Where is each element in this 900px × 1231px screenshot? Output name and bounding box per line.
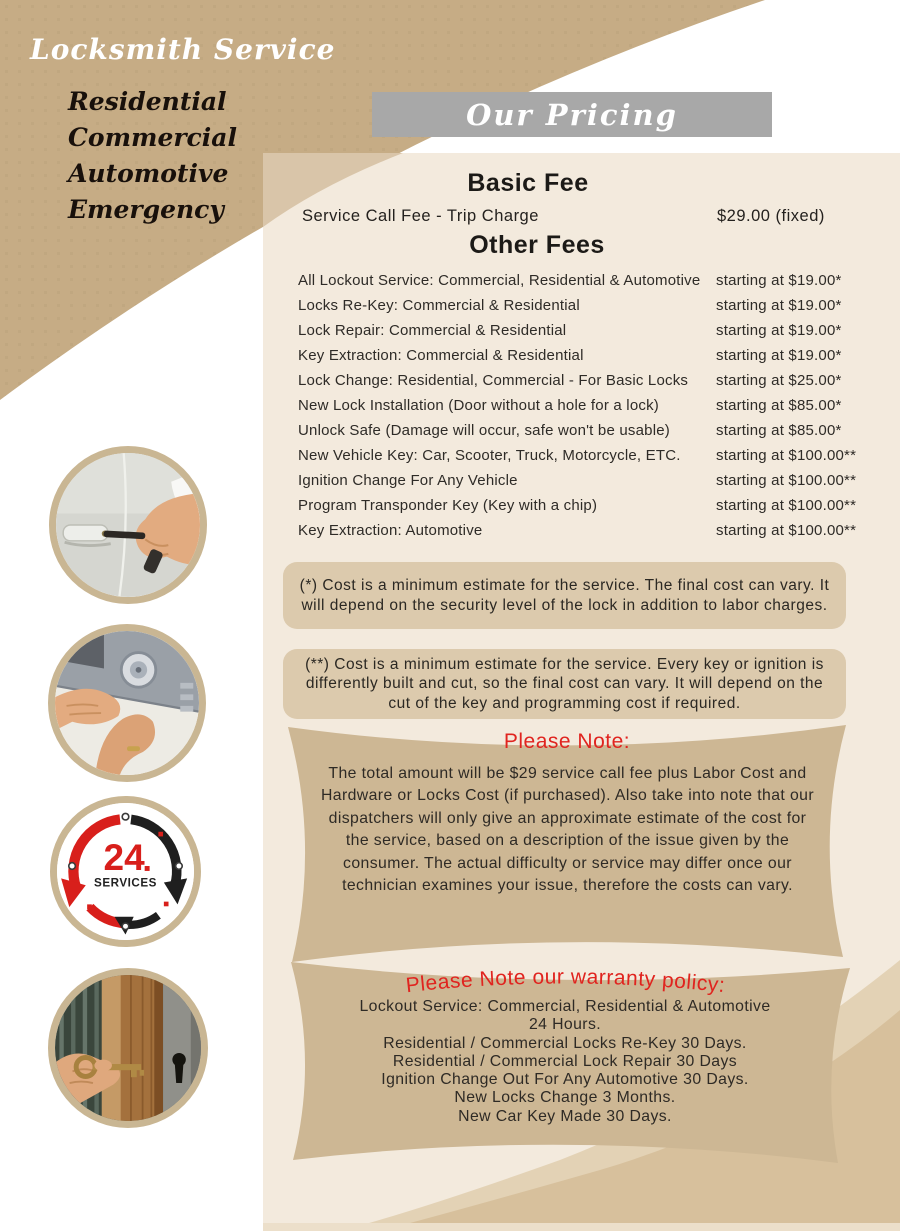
fee-row [263, 444, 900, 469]
service-residential: Residential [68, 87, 227, 116]
fee-price: starting at $100.00** [716, 497, 857, 514]
warranty-heading: Please Note our warranty policy: [404, 965, 727, 998]
warranty-line: Lockout Service: Commercial, Residential & Automotive [359, 998, 771, 1015]
24-hour-services-logo [50, 796, 201, 947]
safe-unlock-icon [55, 631, 199, 775]
fee-price: starting at $19.00* [716, 297, 842, 314]
warranty-line: Residential / Commercial Lock Repair 30 Days [392, 1052, 738, 1070]
fee-price: starting at $19.00* [716, 322, 842, 339]
fee-price: starting at $100.00** [716, 447, 857, 464]
warranty-line: 24 Hours. [528, 1016, 602, 1034]
fee-label: All Lockout Service: Commercial, Residential & Automotive [298, 272, 701, 289]
fee-row [263, 319, 900, 344]
warranty-line: Residential / Commercial Locks Re-Key 30 Days. [383, 1034, 747, 1052]
fee-row [263, 369, 900, 394]
basic-fee-heading: Basic Fee [467, 169, 589, 197]
fee-label: Key Extraction: Automotive [298, 522, 483, 539]
footnote-single-star: (*) Cost is a minimum estimate for the service. The final cost can vary. It will depend on the security level of the lock in addition to labor charges. [283, 562, 846, 629]
fee-label: Locks Re-Key: Commercial & Residential [298, 297, 580, 314]
please-note-heading: Please Note: [503, 730, 631, 753]
fee-label: Ignition Change For Any Vehicle [298, 472, 518, 489]
warranty-body [285, 998, 845, 1126]
fee-price: starting at $85.00* [716, 422, 842, 439]
fee-label: Lock Repair: Commercial & Residential [298, 322, 567, 339]
badge-24-label: SERVICES [94, 876, 157, 890]
fee-row [263, 494, 900, 519]
service-emergency: Emergency [68, 195, 224, 224]
fee-row [263, 394, 900, 419]
fee-label: Lock Change: Residential, Commercial - For Basic Locks [298, 372, 689, 389]
warranty-line: New Locks Change 3 Months. [454, 1089, 676, 1107]
fee-row [263, 344, 900, 369]
basic-fee-label: Service Call Fee - Trip Charge [302, 207, 539, 225]
fee-price: starting at $19.00* [716, 272, 842, 289]
fee-price: starting at $85.00* [716, 397, 842, 414]
fee-row [263, 294, 900, 319]
brand-title: Locksmith Service [30, 33, 336, 66]
warranty-line: Ignition Change Out For Any Automotive 30 Days. [381, 1071, 749, 1089]
fee-price: starting at $100.00** [716, 522, 857, 539]
fee-row [263, 419, 900, 444]
fee-row [263, 269, 900, 294]
door-key-insert-photo [48, 968, 208, 1128]
safe-unlock-photo [48, 624, 206, 782]
basic-fee-row [263, 205, 900, 230]
fee-label: New Vehicle Key: Car, Scooter, Truck, Motorcycle, ETC. [298, 447, 681, 464]
bottom-strip [263, 1223, 900, 1231]
svg-text:Please Note our warranty polic [405, 965, 727, 997]
car-door-unlock-photo [49, 446, 207, 604]
service-commercial: Commercial [68, 123, 237, 152]
fee-row [263, 519, 900, 544]
fee-price: starting at $25.00* [716, 372, 842, 389]
fee-label: New Lock Installation (Door without a hole for a lock) [298, 397, 659, 414]
car-door-unlock-icon [56, 453, 200, 597]
basic-fee-price: $29.00 (fixed) [717, 207, 825, 225]
please-note-body: The total amount will be $29 service call fee plus Labor Cost and Hardware or Locks Cost (if purchased). Also take into note that our dispatchers will only give an approximate estimate of the cost for the service, based on a description of the issue given by the consumer. The actual difficulty or service may differ once our technician examines your issue, therefore the costs can vary. [320, 765, 815, 895]
fee-row [263, 469, 900, 494]
pricing-panel [263, 153, 900, 1231]
badge-24-number: 24 [103, 837, 145, 879]
warranty-line: New Car Key Made 30 Days. [458, 1107, 672, 1125]
fee-label: Unlock Safe (Damage will occur, safe won't be usable) [298, 422, 670, 439]
fee-label: Key Extraction: Commercial & Residential [298, 347, 584, 364]
fee-price: starting at $19.00* [716, 347, 842, 364]
our-pricing-header [372, 92, 772, 137]
fee-price: starting at $100.00** [716, 472, 857, 489]
24-services-icon [57, 803, 194, 940]
our-pricing-title: Our Pricing [466, 97, 678, 132]
footnote-double-star: (**) Cost is a minimum estimate for the service. Every key or ignition is differently built and cut, so the final cost can vary. It will depend on the cut of the key and programming cost if required. [283, 649, 846, 719]
door-key-icon [55, 975, 201, 1121]
other-fees-heading: Other Fees [469, 231, 605, 259]
brand-service-list [68, 84, 237, 228]
fee-label: Program Transponder Key (Key with a chip) [298, 497, 598, 514]
service-automotive: Automotive [68, 159, 229, 188]
